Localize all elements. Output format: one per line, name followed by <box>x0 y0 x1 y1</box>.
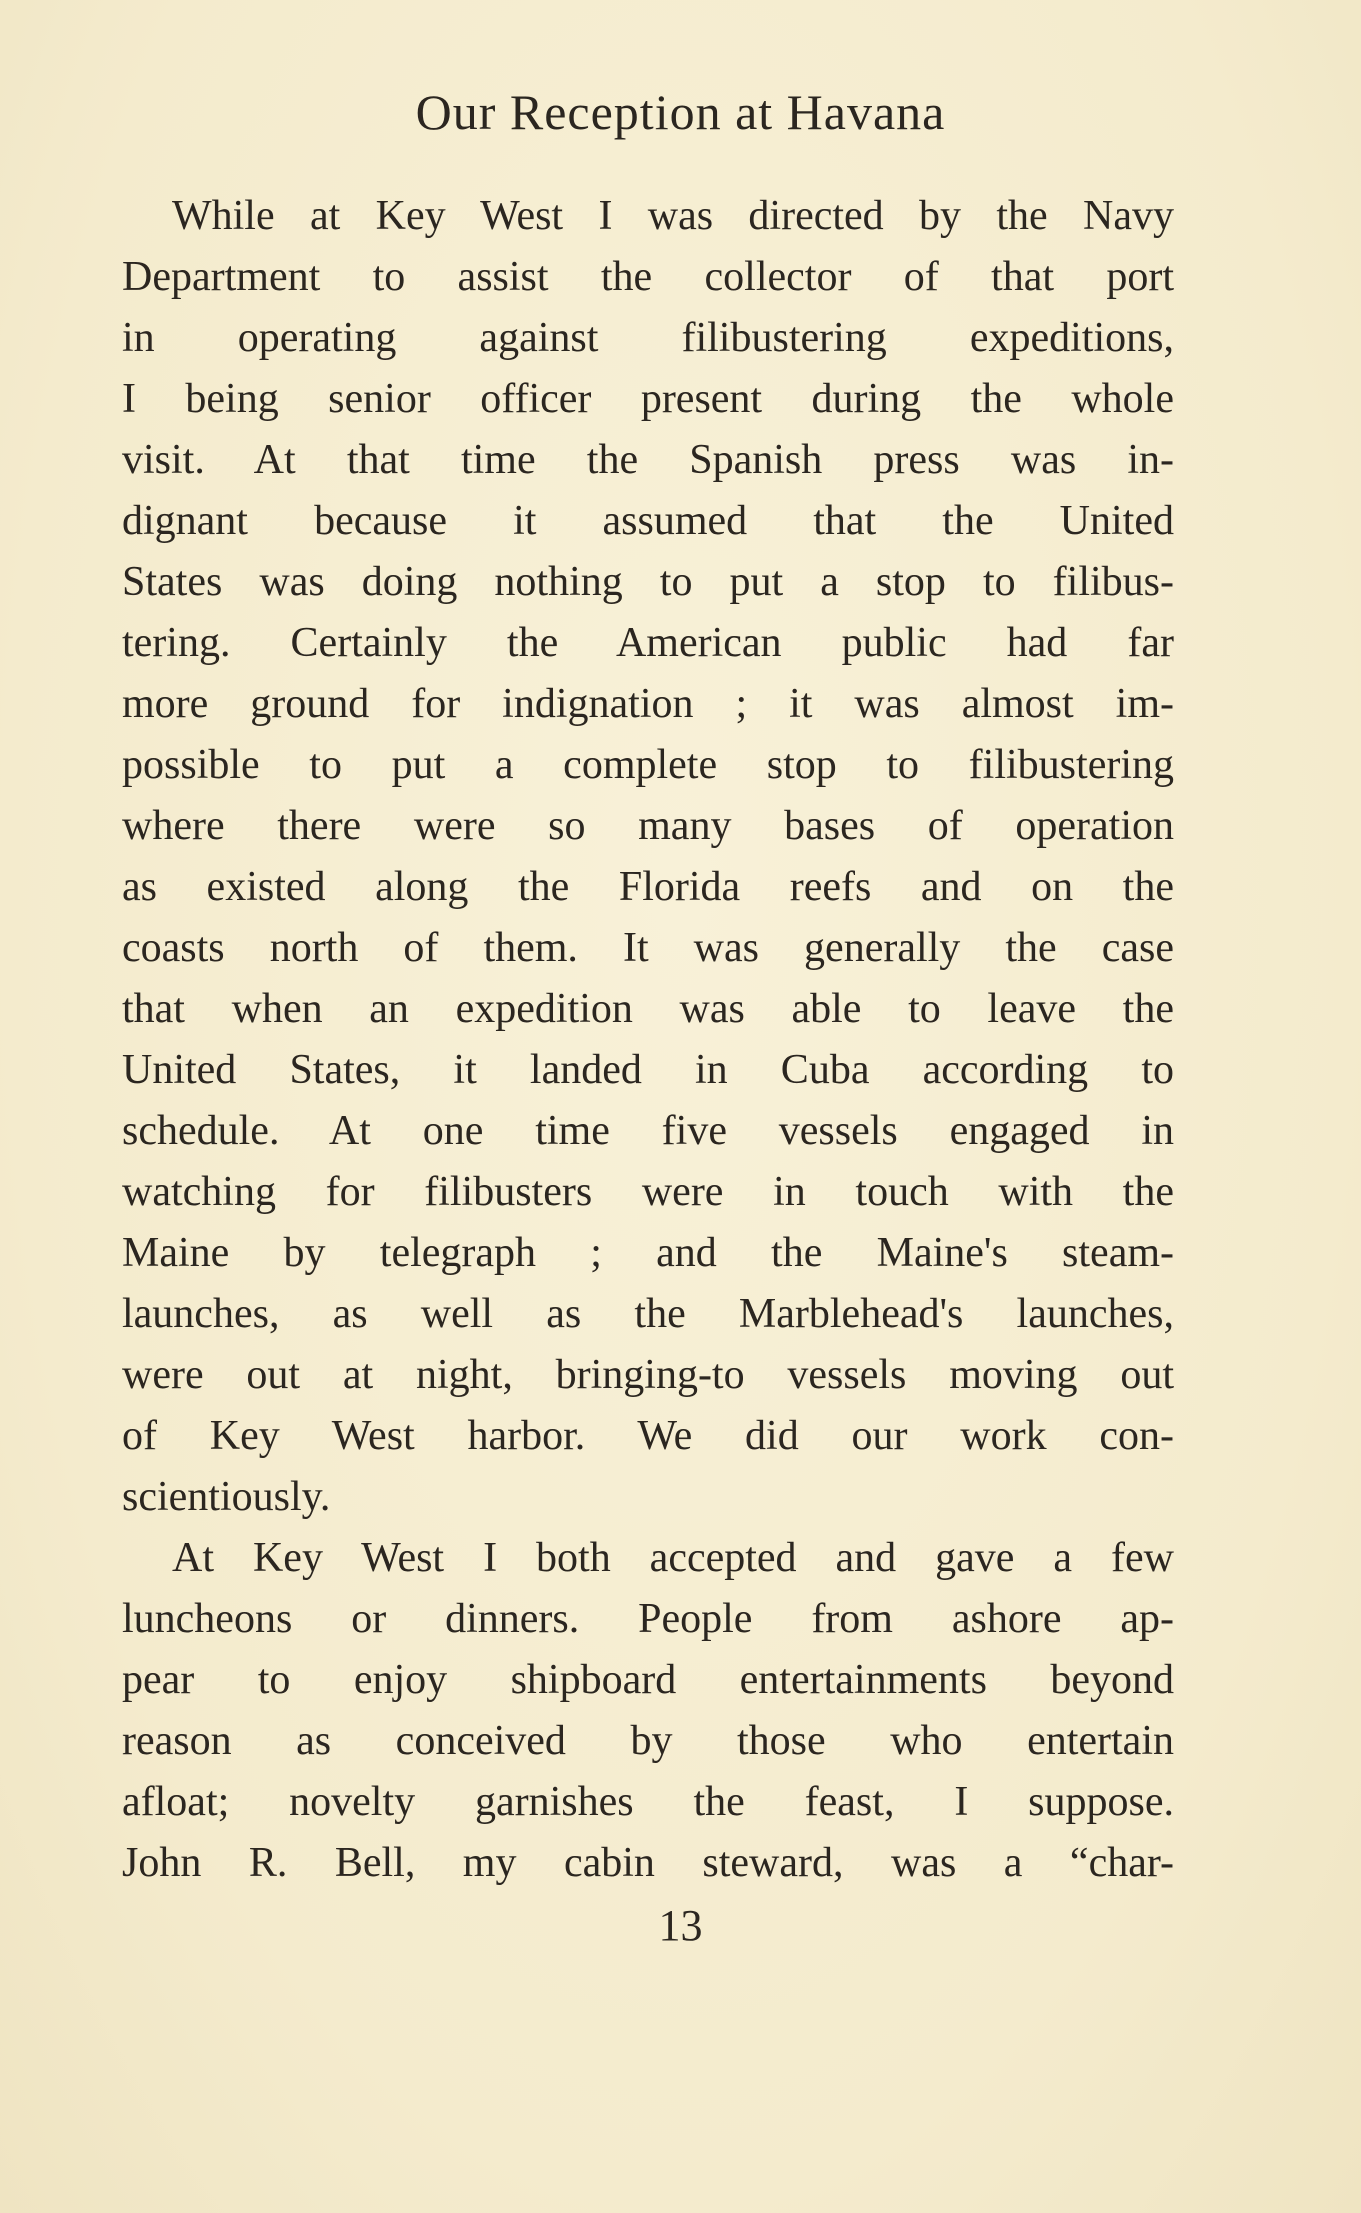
text-line: afloat; novelty garnishes the feast, I suppose. <box>122 1779 1174 1825</box>
text-line: schedule. At one time five vessels engaged in <box>122 1108 1174 1154</box>
text-line: Department to assist the collector of that port <box>122 254 1174 300</box>
text-line: launches, as well as the Marblehead's launches, <box>122 1291 1174 1337</box>
body-text <box>122 186 1174 1894</box>
text-line: John R. Bell, my cabin steward, was a “char- <box>122 1840 1174 1886</box>
text-line: more ground for indignation ; it was almost im- <box>122 681 1174 727</box>
text-line: reason as conceived by those who entertain <box>122 1718 1174 1764</box>
text-line: tering. Certainly the American public had far <box>122 620 1174 666</box>
text-line: watching for filibusters were in touch with the <box>122 1169 1174 1215</box>
text-line: coasts north of them. It was generally the case <box>122 925 1174 971</box>
text-line: where there were so many bases of operation <box>122 803 1174 849</box>
text-line: possible to put a complete stop to filibustering <box>122 742 1174 788</box>
text-line: luncheons or dinners. People from ashore ap- <box>122 1596 1174 1642</box>
text-line: United States, it landed in Cuba according to <box>122 1047 1174 1093</box>
text-line: While at Key West I was directed by the Navy <box>172 193 1174 239</box>
text-line: I being senior officer present during the whole <box>122 376 1174 422</box>
text-line: dignant because it assumed that the United <box>122 498 1174 544</box>
text-line: scientiously. <box>122 1474 331 1520</box>
text-line: Maine by telegraph ; and the Maine's steam- <box>122 1230 1174 1276</box>
text-line: visit. At that time the Spanish press was in- <box>122 437 1174 483</box>
running-head: Our Reception at Havana <box>415 84 946 140</box>
text-line: At Key West I both accepted and gave a few <box>172 1535 1174 1581</box>
text-line: that when an expedition was able to leave the <box>122 986 1174 1032</box>
text-line: as existed along the Florida reefs and on the <box>122 864 1174 910</box>
text-line: in operating against filibustering expeditions, <box>122 315 1174 361</box>
text-line: States was doing nothing to put a stop to filibus- <box>122 559 1174 605</box>
text-line: of Key West harbor. We did our work con- <box>122 1413 1174 1459</box>
text-line: pear to enjoy shipboard entertainments beyond <box>122 1657 1174 1703</box>
text-line: were out at night, bringing-to vessels moving out <box>122 1352 1174 1398</box>
page-number: 13 <box>658 1901 703 1950</box>
